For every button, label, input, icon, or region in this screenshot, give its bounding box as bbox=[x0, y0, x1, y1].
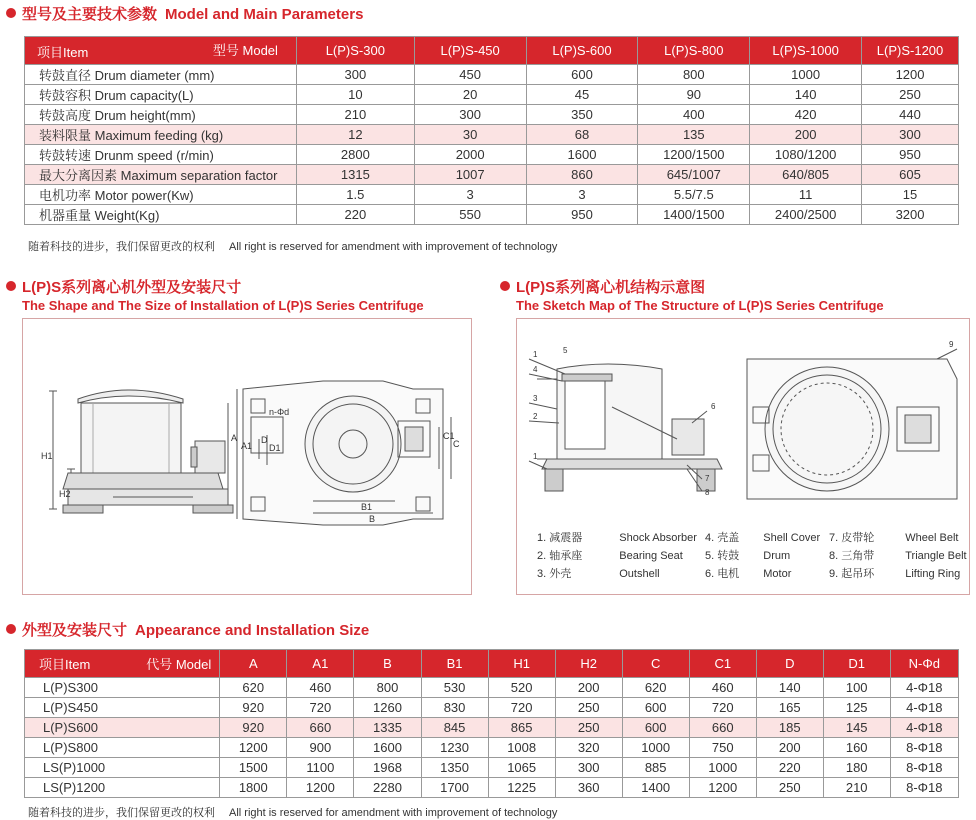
callout-1-lower: 1 bbox=[533, 452, 538, 461]
installation-row bbox=[25, 758, 959, 778]
legend-cn: 外壳 bbox=[549, 568, 572, 580]
dimension-value: 720 bbox=[287, 698, 354, 718]
parameter-row bbox=[25, 65, 959, 85]
model-name: LS(P)1200 bbox=[25, 778, 220, 798]
header-code-label: 代号 Model bbox=[146, 657, 212, 672]
installation-row bbox=[25, 698, 959, 718]
dimension-column-header: H2 bbox=[555, 650, 622, 678]
parameter-value: 600 bbox=[526, 65, 638, 85]
dimension-value: 750 bbox=[689, 738, 756, 758]
structure-drawing bbox=[517, 319, 969, 519]
parameter-value: 1007 bbox=[414, 165, 526, 185]
parameter-value: 3 bbox=[414, 185, 526, 205]
dimension-value: 185 bbox=[756, 718, 823, 738]
dimension-value: 140 bbox=[756, 678, 823, 698]
dimension-column-header: B bbox=[354, 650, 421, 678]
header-model-label: 型号 Model bbox=[212, 43, 278, 58]
dimension-column-header: H1 bbox=[488, 650, 555, 678]
dimension-value: 900 bbox=[287, 738, 354, 758]
dimension-value: 1000 bbox=[689, 758, 756, 778]
parameter-value: 45 bbox=[526, 85, 638, 105]
parameter-label: 最大分离因素 Maximum separation factor bbox=[25, 165, 297, 185]
parameter-value: 20 bbox=[414, 85, 526, 105]
dimension-value: 4-Φ18 bbox=[890, 718, 958, 738]
parameters-table bbox=[24, 36, 959, 225]
dim-label-a1: A1 bbox=[241, 441, 253, 451]
dimension-value: 200 bbox=[756, 738, 823, 758]
section4-note bbox=[28, 804, 557, 820]
legend-cn: 电机 bbox=[717, 568, 740, 580]
structure-legend bbox=[517, 529, 969, 589]
dim-label-c1: C1 bbox=[443, 431, 455, 441]
bullet-dot-icon bbox=[6, 8, 16, 18]
note-cn: 随着科技的进步，我们保留更改的权利 bbox=[28, 241, 215, 253]
model-name: L(P)S600 bbox=[25, 718, 220, 738]
dimension-value: 1225 bbox=[488, 778, 555, 798]
note-en: All right is reserved for amendment with improvement of technology bbox=[229, 807, 558, 819]
section2-title bbox=[6, 276, 241, 297]
parameter-value: 220 bbox=[296, 205, 414, 225]
installation-row bbox=[25, 678, 959, 698]
model-header: L(P)S-300 bbox=[296, 37, 414, 65]
dimension-column-header: N-Φd bbox=[890, 650, 958, 678]
bullet-dot-icon bbox=[6, 624, 16, 634]
model-name: L(P)S450 bbox=[25, 698, 220, 718]
legend-en: Shock Absorber bbox=[619, 532, 697, 544]
callout-3: 3 bbox=[533, 394, 538, 403]
dim-label-h1: H1 bbox=[41, 451, 53, 461]
parameters-header-row bbox=[25, 37, 959, 65]
dimension-value: 220 bbox=[756, 758, 823, 778]
dim-label-b: B bbox=[369, 514, 376, 524]
dimension-value: 720 bbox=[689, 698, 756, 718]
legend-number: 2. bbox=[537, 550, 547, 562]
dimension-value: 1800 bbox=[220, 778, 287, 798]
callout-1: 1 bbox=[533, 350, 538, 359]
dimension-value: 250 bbox=[756, 778, 823, 798]
parameter-value: 1315 bbox=[296, 165, 414, 185]
legend-cn: 三角带 bbox=[841, 550, 875, 562]
dimension-value: 1260 bbox=[354, 698, 421, 718]
parameter-value: 250 bbox=[862, 85, 959, 105]
dim-label-a: A bbox=[231, 433, 238, 443]
dimension-value: 660 bbox=[287, 718, 354, 738]
bullet-dot-icon bbox=[500, 281, 510, 291]
installation-row bbox=[25, 718, 959, 738]
callout-7: 7 bbox=[705, 474, 710, 483]
installation-row bbox=[25, 778, 959, 798]
parameter-value: 140 bbox=[750, 85, 862, 105]
dimension-value: 885 bbox=[622, 758, 689, 778]
dimension-value: 300 bbox=[555, 758, 622, 778]
parameter-value: 2400/2500 bbox=[750, 205, 862, 225]
legend-number: 5. bbox=[705, 550, 715, 562]
section1-title-en: Model and Main Parameters bbox=[165, 6, 364, 23]
dimension-value: 160 bbox=[823, 738, 890, 758]
callout-9: 9 bbox=[949, 340, 954, 349]
section3-title-cn: L(P)S系列离心机结构示意图 bbox=[516, 279, 706, 296]
dimension-value: 600 bbox=[622, 718, 689, 738]
legend-cn: 起吊环 bbox=[841, 568, 875, 580]
parameter-value: 605 bbox=[862, 165, 959, 185]
parameter-value: 860 bbox=[526, 165, 638, 185]
installation-header-row bbox=[25, 650, 959, 678]
parameter-value: 950 bbox=[526, 205, 638, 225]
dimension-value: 1500 bbox=[220, 758, 287, 778]
legend-item bbox=[705, 565, 791, 581]
dimension-value: 520 bbox=[488, 678, 555, 698]
header-item-label: 项目Item bbox=[37, 45, 89, 60]
dimension-value: 660 bbox=[689, 718, 756, 738]
section2-title-cn: L(P)S系列离心机外型及安装尺寸 bbox=[22, 279, 242, 296]
parameter-value: 30 bbox=[414, 125, 526, 145]
dimension-value: 1400 bbox=[622, 778, 689, 798]
section3-title bbox=[500, 276, 705, 297]
parameter-value: 1.5 bbox=[296, 185, 414, 205]
dim-label-d1: D1 bbox=[269, 443, 281, 453]
parameter-label: 转鼓直径 Drum diameter (mm) bbox=[25, 65, 297, 85]
parameter-value: 1200 bbox=[862, 65, 959, 85]
dimension-value: 1065 bbox=[488, 758, 555, 778]
parameter-row bbox=[25, 105, 959, 125]
dimension-value: 620 bbox=[622, 678, 689, 698]
header-item-label: 项目Item bbox=[39, 657, 91, 672]
dim-label-d: D bbox=[261, 435, 268, 445]
parameter-value: 950 bbox=[862, 145, 959, 165]
parameter-row bbox=[25, 125, 959, 145]
dimension-value: 125 bbox=[823, 698, 890, 718]
legend-number: 6. bbox=[705, 568, 715, 580]
legend-en: Bearing Seat bbox=[619, 550, 683, 562]
callout-6: 6 bbox=[711, 402, 716, 411]
dimension-value: 1230 bbox=[421, 738, 488, 758]
model-header: L(P)S-1000 bbox=[750, 37, 862, 65]
parameter-value: 300 bbox=[862, 125, 959, 145]
dimension-value: 320 bbox=[555, 738, 622, 758]
model-header: L(P)S-450 bbox=[414, 37, 526, 65]
dimension-column-header: D1 bbox=[823, 650, 890, 678]
dimension-value: 8-Φ18 bbox=[890, 758, 958, 778]
bullet-dot-icon bbox=[6, 281, 16, 291]
dimension-value: 1335 bbox=[354, 718, 421, 738]
section2-title-en: The Shape and The Size of Installation of L(P)S Series Centrifuge bbox=[22, 298, 424, 313]
dimension-value: 920 bbox=[220, 718, 287, 738]
model-header: L(P)S-1200 bbox=[862, 37, 959, 65]
parameter-value: 3200 bbox=[862, 205, 959, 225]
dimension-column-header: C bbox=[622, 650, 689, 678]
legend-en: Triangle Belt bbox=[905, 550, 967, 562]
legend-en: Motor bbox=[763, 568, 792, 580]
dimension-column-header: D bbox=[756, 650, 823, 678]
dimension-value: 720 bbox=[488, 698, 555, 718]
parameter-value: 640/805 bbox=[750, 165, 862, 185]
callout-5: 5 bbox=[563, 346, 568, 355]
legend-number: 3. bbox=[537, 568, 547, 580]
parameter-row bbox=[25, 145, 959, 165]
legend-cn: 转鼓 bbox=[717, 550, 740, 562]
parameters-corner-cell bbox=[25, 37, 297, 65]
dimension-value: 830 bbox=[421, 698, 488, 718]
dimension-value: 1200 bbox=[220, 738, 287, 758]
legend-item bbox=[537, 547, 683, 563]
legend-item bbox=[537, 565, 660, 581]
parameter-value: 2000 bbox=[414, 145, 526, 165]
parameter-value: 800 bbox=[638, 65, 750, 85]
parameter-value: 90 bbox=[638, 85, 750, 105]
dimension-value: 145 bbox=[823, 718, 890, 738]
parameter-value: 11 bbox=[750, 185, 862, 205]
parameter-value: 1600 bbox=[526, 145, 638, 165]
dimension-value: 8-Φ18 bbox=[890, 778, 958, 798]
dimension-value: 1200 bbox=[287, 778, 354, 798]
dimension-value: 530 bbox=[421, 678, 488, 698]
callout-4: 4 bbox=[533, 365, 538, 374]
dimension-value: 1968 bbox=[354, 758, 421, 778]
dimension-value: 4-Φ18 bbox=[890, 698, 958, 718]
dimension-value: 800 bbox=[354, 678, 421, 698]
dimension-value: 360 bbox=[555, 778, 622, 798]
callout-8: 8 bbox=[705, 488, 710, 497]
parameter-value: 210 bbox=[296, 105, 414, 125]
parameter-row bbox=[25, 185, 959, 205]
dimension-value: 1008 bbox=[488, 738, 555, 758]
dimension-value: 250 bbox=[555, 698, 622, 718]
section4-title-en: Appearance and Installation Size bbox=[135, 622, 370, 639]
dimension-value: 2280 bbox=[354, 778, 421, 798]
parameter-value: 10 bbox=[296, 85, 414, 105]
dimension-value: 8-Φ18 bbox=[890, 738, 958, 758]
parameter-value: 1000 bbox=[750, 65, 862, 85]
dimension-value: 865 bbox=[488, 718, 555, 738]
dimension-value: 600 bbox=[622, 698, 689, 718]
dimension-column-header: A1 bbox=[287, 650, 354, 678]
dimension-value: 200 bbox=[555, 678, 622, 698]
parameter-value: 645/1007 bbox=[638, 165, 750, 185]
parameter-row bbox=[25, 85, 959, 105]
legend-item bbox=[537, 529, 697, 545]
legend-number: 8. bbox=[829, 550, 839, 562]
parameter-value: 135 bbox=[638, 125, 750, 145]
parameter-value: 300 bbox=[414, 105, 526, 125]
parameter-label: 转鼓转速 Drunm speed (r/min) bbox=[25, 145, 297, 165]
legend-en: Wheel Belt bbox=[905, 532, 959, 544]
parameter-value: 12 bbox=[296, 125, 414, 145]
model-header: L(P)S-600 bbox=[526, 37, 638, 65]
parameter-value: 400 bbox=[638, 105, 750, 125]
dimension-value: 4-Φ18 bbox=[890, 678, 958, 698]
dimension-value: 1100 bbox=[287, 758, 354, 778]
dimension-value: 920 bbox=[220, 698, 287, 718]
parameter-value: 300 bbox=[296, 65, 414, 85]
dimension-value: 1700 bbox=[421, 778, 488, 798]
dimension-column-header: A bbox=[220, 650, 287, 678]
section4-title-cn: 外型及安装尺寸 bbox=[22, 622, 128, 639]
dimension-value: 180 bbox=[823, 758, 890, 778]
parameter-label: 转鼓高度 Drum height(mm) bbox=[25, 105, 297, 125]
legend-item bbox=[705, 529, 820, 545]
dimension-value: 210 bbox=[823, 778, 890, 798]
model-header: L(P)S-800 bbox=[638, 37, 750, 65]
dimension-value: 845 bbox=[421, 718, 488, 738]
legend-item bbox=[705, 547, 790, 563]
dimension-value: 100 bbox=[823, 678, 890, 698]
dimension-value: 1200 bbox=[689, 778, 756, 798]
legend-item bbox=[829, 529, 958, 545]
note-cn: 随着科技的进步，我们保留更改的权利 bbox=[28, 807, 215, 819]
dim-label-b1: B1 bbox=[361, 502, 373, 512]
parameter-value: 3 bbox=[526, 185, 638, 205]
parameter-value: 1400/1500 bbox=[638, 205, 750, 225]
dimension-value: 1350 bbox=[421, 758, 488, 778]
parameter-value: 550 bbox=[414, 205, 526, 225]
installation-size-table bbox=[24, 649, 959, 798]
callout-2: 2 bbox=[533, 412, 538, 421]
dimension-value: 165 bbox=[756, 698, 823, 718]
legend-cn: 皮带轮 bbox=[841, 532, 875, 544]
model-name: L(P)S300 bbox=[25, 678, 220, 698]
section1-title bbox=[6, 3, 363, 24]
legend-number: 7. bbox=[829, 532, 839, 544]
dim-label-h2: H2 bbox=[59, 489, 71, 499]
parameter-value: 440 bbox=[862, 105, 959, 125]
section4-title bbox=[6, 619, 369, 640]
installation-corner-cell bbox=[25, 650, 220, 678]
parameter-value: 350 bbox=[526, 105, 638, 125]
structure-drawing-panel bbox=[516, 318, 970, 595]
parameter-row bbox=[25, 205, 959, 225]
installation-drawing bbox=[23, 319, 471, 594]
dimension-value: 460 bbox=[287, 678, 354, 698]
installation-row bbox=[25, 738, 959, 758]
parameter-value: 200 bbox=[750, 125, 862, 145]
legend-item bbox=[829, 565, 960, 581]
dimension-value: 250 bbox=[555, 718, 622, 738]
legend-en: Shell Cover bbox=[763, 532, 821, 544]
section3-title-en: The Sketch Map of The Structure of L(P)S Series Centrifuge bbox=[516, 298, 884, 313]
legend-en: Drum bbox=[763, 550, 791, 562]
parameter-value: 420 bbox=[750, 105, 862, 125]
dimension-value: 460 bbox=[689, 678, 756, 698]
parameter-label: 机器重量 Weight(Kg) bbox=[25, 205, 297, 225]
parameter-value: 2800 bbox=[296, 145, 414, 165]
dim-label-nd: n-Φd bbox=[269, 407, 290, 417]
legend-number: 1. bbox=[537, 532, 547, 544]
legend-number: 4. bbox=[705, 532, 715, 544]
parameter-label: 转鼓容积 Drum capacity(L) bbox=[25, 85, 297, 105]
parameter-value: 5.5/7.5 bbox=[638, 185, 750, 205]
parameter-value: 450 bbox=[414, 65, 526, 85]
legend-cn: 轴承座 bbox=[549, 550, 583, 562]
dimension-value: 620 bbox=[220, 678, 287, 698]
parameter-value: 15 bbox=[862, 185, 959, 205]
dimension-column-header: C1 bbox=[689, 650, 756, 678]
note-en: All right is reserved for amendment with improvement of technology bbox=[229, 241, 558, 253]
model-name: L(P)S800 bbox=[25, 738, 220, 758]
parameter-label: 装料限量 Maximum feeding (kg) bbox=[25, 125, 297, 145]
section1-note bbox=[28, 238, 557, 254]
parameter-label: 电机功率 Motor power(Kw) bbox=[25, 185, 297, 205]
section1-title-cn: 型号及主要技术参数 bbox=[22, 6, 158, 23]
model-name: LS(P)1000 bbox=[25, 758, 220, 778]
parameter-row bbox=[25, 165, 959, 185]
legend-item bbox=[829, 547, 967, 563]
parameter-value: 1200/1500 bbox=[638, 145, 750, 165]
legend-en: Lifting Ring bbox=[905, 568, 961, 580]
parameter-value: 1080/1200 bbox=[750, 145, 862, 165]
legend-en: Outshell bbox=[619, 568, 660, 580]
legend-cn: 减震器 bbox=[549, 532, 583, 544]
dimension-column-header: B1 bbox=[421, 650, 488, 678]
legend-cn: 壳盖 bbox=[717, 532, 740, 544]
legend-number: 9. bbox=[829, 568, 839, 580]
dimension-value: 1000 bbox=[622, 738, 689, 758]
dimension-value: 1600 bbox=[354, 738, 421, 758]
parameter-value: 68 bbox=[526, 125, 638, 145]
installation-drawing-panel bbox=[22, 318, 472, 595]
dim-label-c: C bbox=[453, 439, 460, 449]
